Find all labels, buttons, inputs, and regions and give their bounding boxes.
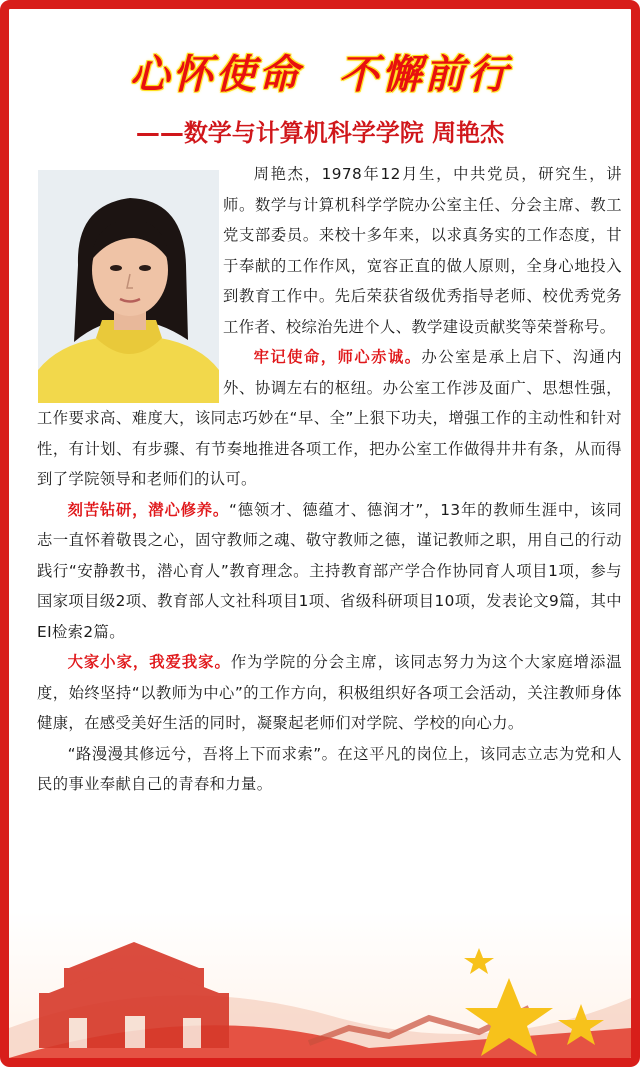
star-icon — [465, 978, 553, 1056]
paragraph-highlight: 大家小家，我爱我家。 — [67, 653, 231, 671]
paragraph-highlight: 牢记使命，师心赤诚。 — [253, 348, 422, 366]
paragraph-text: 作为学院的分会主席，该同志努力为这个大家庭增添温度，始终坚持“以教师为中心”的工作方向，积极组织好各项工会活动，关注教师身体健康，在感受美好生活的同时，凝聚起老师们对学院、学校的向心力。 — [37, 653, 622, 732]
star-icon — [464, 948, 494, 974]
star-icon — [558, 1004, 604, 1045]
poster-subtitle: ——数学与计算机科学学院 周艳杰 — [135, 119, 505, 147]
paragraph-closing — [37, 739, 622, 800]
paragraph-research — [37, 495, 622, 648]
paragraph-text: 办公室是承上启下、沟通内外、协调左右的枢纽。办公室工作涉及面广、思想性强，工作要求高、难度大，该同志巧妙在“早、全”上狠下功夫，增强工作的主动性和针对性，有计划、有步骤、有节奏地推进各项工作，把办公室工作做得井井有条，从而得到了学院领导和老师们的认可。 — [37, 348, 622, 488]
tiananmen-icon — [39, 942, 229, 1048]
poster-title: 心怀使命 不懈前行 — [129, 52, 511, 98]
paragraph-highlight: 刻苦钻研，潜心修养。 — [67, 500, 230, 519]
biography-text — [37, 159, 622, 800]
photo-spacer — [37, 159, 223, 403]
paragraph-union — [37, 647, 622, 739]
paragraph-text: “德领才、德蕴才、德润才”，13年的教师生涯中，该同志一直怀着敬畏之心，固守教师之魂、敬守教师之德，谨记教师之职，用自己的行动践行“安静教书，潜心育人”教育理念。主持教育部产学合作协同育人项目1项，参与国家项目级2项、教育部人文社科项目1项、省级科研项目10项，发表论文9篇，其中EI检索2篇。 — [37, 500, 622, 641]
paragraph-text: 周艳杰，1978年12月生，中共党员，研究生，讲师。数学与计算机科学学院办公室主任、分会主席、教工党支部委员。来校十多年来，以求真务实的工作态度，甘于奉献的工作作风，宽容正直的做人原则，全身心地投入到教育工作中。先后荣获省级优秀指导老师、校优秀党务工作者、校综治先进个人、教学建设贡献奖等荣誉称号。 — [223, 165, 622, 336]
bottom-decoration — [9, 908, 631, 1058]
paragraph-text: “路漫漫其修远兮，吾将上下而求索”。在这平凡的岗位上，该同志立志为党和人民的事业奉献自己的青春和力量。 — [37, 744, 622, 793]
great-wall-icon — [309, 1008, 529, 1043]
